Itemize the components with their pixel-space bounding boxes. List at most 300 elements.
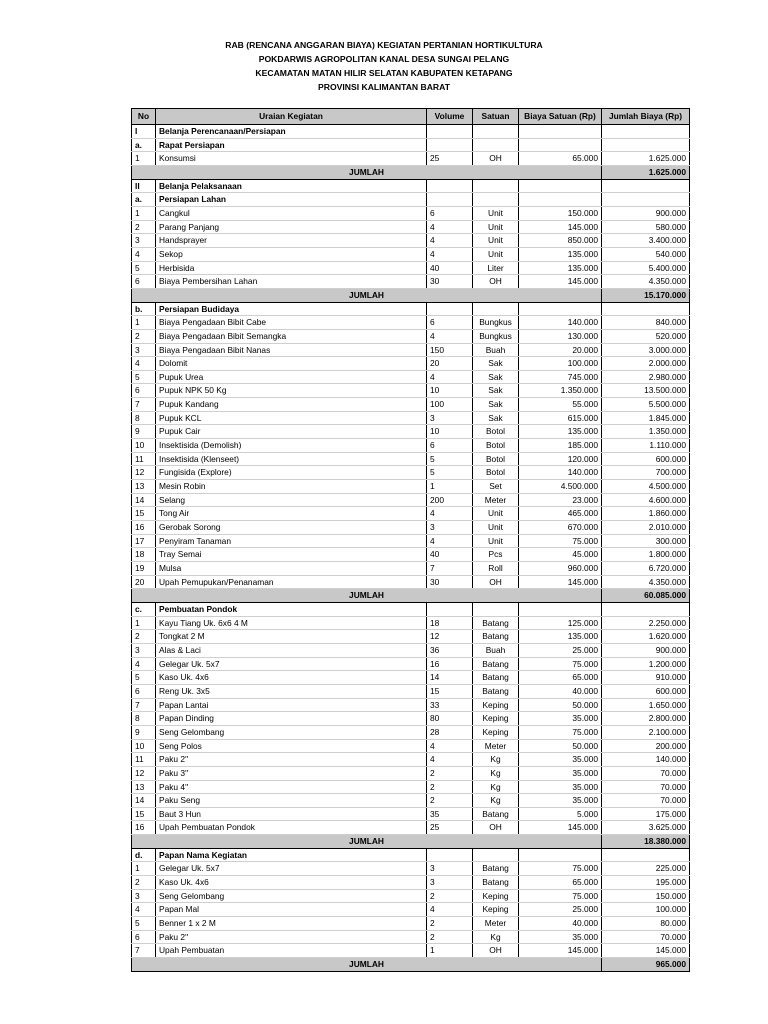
item-unit-price: 75.000 — [519, 862, 602, 876]
item-number: 20 — [132, 575, 156, 589]
item-unit-price: 135.000 — [519, 425, 602, 439]
item-description: Parang Panjang — [156, 220, 427, 234]
item-number: 13 — [132, 480, 156, 494]
item-unit-price: 75.000 — [519, 889, 602, 903]
subtotal-amount: 1.625.000 — [602, 165, 690, 179]
item-volume: 15 — [427, 684, 473, 698]
item-number: 16 — [132, 821, 156, 835]
table-row — [132, 234, 690, 248]
section-number: a. — [132, 193, 156, 207]
item-description: Tray Semai — [156, 548, 427, 562]
table-row — [132, 766, 690, 780]
item-description: Upah Pemupukan/Penanaman — [156, 575, 427, 589]
item-total: 1.200.000 — [602, 657, 690, 671]
item-total: 2.100.000 — [602, 725, 690, 739]
empty-cell — [473, 125, 519, 139]
item-unit: Sak — [473, 411, 519, 425]
item-volume: 2 — [427, 766, 473, 780]
item-volume: 4 — [427, 370, 473, 384]
empty-cell — [473, 138, 519, 152]
item-total: 145.000 — [602, 944, 690, 958]
table-row — [132, 261, 690, 275]
section-title: Pembuatan Pondok — [156, 602, 427, 616]
item-description: Selang — [156, 493, 427, 507]
header-district: KECAMATAN MATAN HILIR SELATAN KABUPATEN KETAPANG — [255, 68, 513, 78]
item-total: 840.000 — [602, 316, 690, 330]
item-unit: Roll — [473, 562, 519, 576]
table-row — [132, 671, 690, 685]
item-number: 1 — [132, 206, 156, 220]
item-volume: 200 — [427, 493, 473, 507]
item-description: Kaso Uk. 4x6 — [156, 671, 427, 685]
item-total: 1.110.000 — [602, 439, 690, 453]
item-number: 18 — [132, 548, 156, 562]
item-unit-price: 145.000 — [519, 821, 602, 835]
item-unit: Batang — [473, 616, 519, 630]
table-row — [132, 316, 690, 330]
subtotal-label: JUMLAH — [132, 288, 602, 302]
item-number: 7 — [132, 398, 156, 412]
table-row — [132, 206, 690, 220]
subtotal-row — [132, 165, 690, 179]
empty-cell — [427, 125, 473, 139]
item-unit-price: 1.350.000 — [519, 384, 602, 398]
item-description: Seng Gelombang — [156, 725, 427, 739]
item-total: 900.000 — [602, 206, 690, 220]
table-row — [132, 466, 690, 480]
item-number: 4 — [132, 357, 156, 371]
item-total: 910.000 — [602, 671, 690, 685]
item-description: Pupuk Urea — [156, 370, 427, 384]
item-volume: 40 — [427, 548, 473, 562]
item-volume: 12 — [427, 630, 473, 644]
item-unit: Batang — [473, 876, 519, 890]
table-row — [132, 657, 690, 671]
table-row — [132, 903, 690, 917]
subtotal-amount: 965.000 — [602, 958, 690, 972]
table-row — [132, 452, 690, 466]
empty-cell — [473, 302, 519, 316]
item-volume: 150 — [427, 343, 473, 357]
col-header-no: No — [132, 109, 156, 125]
item-total: 1.650.000 — [602, 698, 690, 712]
item-unit: Unit — [473, 534, 519, 548]
item-total: 70.000 — [602, 766, 690, 780]
item-number: 14 — [132, 493, 156, 507]
empty-cell — [427, 193, 473, 207]
item-unit: Bungkus — [473, 329, 519, 343]
item-volume: 28 — [427, 725, 473, 739]
table-row — [132, 384, 690, 398]
subtotal-row — [132, 958, 690, 972]
item-volume: 5 — [427, 452, 473, 466]
item-unit-price: 615.000 — [519, 411, 602, 425]
item-number: 7 — [132, 698, 156, 712]
item-unit: Keping — [473, 889, 519, 903]
item-volume: 33 — [427, 698, 473, 712]
table-row — [132, 712, 690, 726]
table-row — [132, 370, 690, 384]
table-row — [132, 930, 690, 944]
item-unit: Keping — [473, 698, 519, 712]
item-unit: Set — [473, 480, 519, 494]
item-volume: 2 — [427, 930, 473, 944]
item-unit: Liter — [473, 261, 519, 275]
subtotal-amount: 60.085.000 — [602, 589, 690, 603]
item-volume: 2 — [427, 917, 473, 931]
item-description: Tong Air — [156, 507, 427, 521]
section-number: a. — [132, 138, 156, 152]
section-row — [132, 602, 690, 616]
item-total: 1.860.000 — [602, 507, 690, 521]
item-unit-price: 40.000 — [519, 684, 602, 698]
item-number: 4 — [132, 903, 156, 917]
item-number: 8 — [132, 411, 156, 425]
section-title: Rapat Persiapan — [156, 138, 427, 152]
table-row — [132, 684, 690, 698]
item-volume: 3 — [427, 862, 473, 876]
item-unit: OH — [473, 275, 519, 289]
empty-cell — [519, 848, 602, 862]
item-volume: 1 — [427, 480, 473, 494]
item-volume: 20 — [427, 357, 473, 371]
item-volume: 2 — [427, 889, 473, 903]
subtotal-label: JUMLAH — [132, 958, 602, 972]
item-unit-price: 45.000 — [519, 548, 602, 562]
item-unit-price: 23.000 — [519, 493, 602, 507]
item-unit: Kg — [473, 753, 519, 767]
table-row — [132, 862, 690, 876]
item-total: 70.000 — [602, 780, 690, 794]
item-unit: Botol — [473, 439, 519, 453]
empty-cell — [602, 179, 690, 193]
item-description: Fungisida (Explore) — [156, 466, 427, 480]
item-unit: Unit — [473, 507, 519, 521]
budget-table — [131, 108, 690, 972]
item-number: 5 — [132, 261, 156, 275]
table-row — [132, 739, 690, 753]
item-volume: 100 — [427, 398, 473, 412]
item-total: 6.720.000 — [602, 562, 690, 576]
item-unit-price: 145.000 — [519, 944, 602, 958]
item-unit: Keping — [473, 712, 519, 726]
table-row — [132, 725, 690, 739]
item-unit: Unit — [473, 220, 519, 234]
subtotal-amount: 18.380.000 — [602, 835, 690, 849]
item-unit-price: 65.000 — [519, 876, 602, 890]
empty-cell — [519, 302, 602, 316]
item-total: 1.620.000 — [602, 630, 690, 644]
item-number: 2 — [132, 876, 156, 890]
item-volume: 2 — [427, 794, 473, 808]
item-unit: Batang — [473, 657, 519, 671]
item-total: 580.000 — [602, 220, 690, 234]
section-number: I — [132, 125, 156, 139]
item-number: 9 — [132, 425, 156, 439]
table-row — [132, 807, 690, 821]
item-total: 4.600.000 — [602, 493, 690, 507]
item-unit: Kg — [473, 780, 519, 794]
item-unit: Bungkus — [473, 316, 519, 330]
item-description: Paku 3" — [156, 766, 427, 780]
item-description: Biaya Pengadaan Bibit Semangka — [156, 329, 427, 343]
item-total: 4.500.000 — [602, 480, 690, 494]
item-unit: Meter — [473, 493, 519, 507]
item-total: 600.000 — [602, 684, 690, 698]
item-volume: 14 — [427, 671, 473, 685]
table-row — [132, 534, 690, 548]
item-total: 3.000.000 — [602, 343, 690, 357]
empty-cell — [602, 848, 690, 862]
item-number: 10 — [132, 739, 156, 753]
section-row — [132, 138, 690, 152]
table-row — [132, 398, 690, 412]
table-row — [132, 152, 690, 166]
item-description: Papan Mal — [156, 903, 427, 917]
item-total: 140.000 — [602, 753, 690, 767]
col-header-volume: Volume — [427, 109, 473, 125]
item-unit: Botol — [473, 452, 519, 466]
item-unit-price: 25.000 — [519, 903, 602, 917]
item-total: 900.000 — [602, 643, 690, 657]
table-row — [132, 780, 690, 794]
item-unit-price: 960.000 — [519, 562, 602, 576]
item-number: 13 — [132, 780, 156, 794]
table-row — [132, 698, 690, 712]
item-unit: Botol — [473, 466, 519, 480]
table-row — [132, 821, 690, 835]
item-unit: Sak — [473, 384, 519, 398]
item-unit-price: 130.000 — [519, 329, 602, 343]
item-unit-price: 140.000 — [519, 466, 602, 480]
table-row — [132, 439, 690, 453]
item-unit-price: 65.000 — [519, 671, 602, 685]
item-number: 1 — [132, 152, 156, 166]
item-volume: 10 — [427, 425, 473, 439]
item-unit: Unit — [473, 521, 519, 535]
header-title: RAB (RENCANA ANGGARAN BIAYA) KEGIATAN PERTANIAN HORTIKULTURA — [225, 40, 543, 50]
item-total: 150.000 — [602, 889, 690, 903]
item-unit: Botol — [473, 425, 519, 439]
item-description: Pupuk KCL — [156, 411, 427, 425]
item-volume: 1 — [427, 944, 473, 958]
item-description: Kaso Uk. 4x6 — [156, 876, 427, 890]
item-volume: 4 — [427, 247, 473, 261]
item-unit: Keping — [473, 725, 519, 739]
item-total: 3.625.000 — [602, 821, 690, 835]
table-row — [132, 329, 690, 343]
item-total: 70.000 — [602, 794, 690, 808]
item-unit-price: 75.000 — [519, 657, 602, 671]
item-number: 6 — [132, 684, 156, 698]
table-row — [132, 220, 690, 234]
item-volume: 4 — [427, 903, 473, 917]
item-unit: Unit — [473, 206, 519, 220]
item-unit-price: 135.000 — [519, 261, 602, 275]
col-header-unit-price: Biaya Satuan (Rp) — [519, 109, 602, 125]
item-unit: Sak — [473, 398, 519, 412]
item-description: Reng Uk. 3x5 — [156, 684, 427, 698]
empty-cell — [602, 302, 690, 316]
item-total: 1.350.000 — [602, 425, 690, 439]
subtotal-label: JUMLAH — [132, 835, 602, 849]
table-row — [132, 357, 690, 371]
item-unit-price: 100.000 — [519, 357, 602, 371]
item-number: 1 — [132, 616, 156, 630]
item-description: Insektisida (Demolish) — [156, 439, 427, 453]
item-volume: 7 — [427, 562, 473, 576]
item-volume: 4 — [427, 234, 473, 248]
empty-cell — [473, 602, 519, 616]
item-description: Kayu Tiang Uk. 6x6 4 M — [156, 616, 427, 630]
item-number: 2 — [132, 329, 156, 343]
item-number: 12 — [132, 766, 156, 780]
item-description: Tongkat 2 M — [156, 630, 427, 644]
empty-cell — [602, 193, 690, 207]
item-unit-price: 35.000 — [519, 753, 602, 767]
item-unit: Sak — [473, 370, 519, 384]
section-number: II — [132, 179, 156, 193]
document-header — [0, 38, 768, 94]
item-description: Herbisida — [156, 261, 427, 275]
item-total: 3.400.000 — [602, 234, 690, 248]
item-volume: 3 — [427, 411, 473, 425]
item-number: 3 — [132, 889, 156, 903]
item-unit-price: 35.000 — [519, 712, 602, 726]
table-header — [132, 109, 690, 125]
item-unit-price: 55.000 — [519, 398, 602, 412]
empty-cell — [519, 602, 602, 616]
item-number: 5 — [132, 671, 156, 685]
item-unit: Pcs — [473, 548, 519, 562]
item-unit: Batang — [473, 671, 519, 685]
item-volume: 4 — [427, 753, 473, 767]
item-volume: 10 — [427, 384, 473, 398]
item-unit-price: 120.000 — [519, 452, 602, 466]
item-number: 3 — [132, 643, 156, 657]
empty-cell — [473, 848, 519, 862]
item-volume: 40 — [427, 261, 473, 275]
item-description: Paku 4" — [156, 780, 427, 794]
item-number: 6 — [132, 275, 156, 289]
item-volume: 6 — [427, 316, 473, 330]
item-description: Mesin Robin — [156, 480, 427, 494]
item-unit-price: 5.000 — [519, 807, 602, 821]
item-description: Seng Gelombang — [156, 889, 427, 903]
item-unit-price: 20.000 — [519, 343, 602, 357]
item-total: 225.000 — [602, 862, 690, 876]
item-number: 14 — [132, 794, 156, 808]
item-description: Biaya Pengadaan Bibit Nanas — [156, 343, 427, 357]
item-unit-price: 35.000 — [519, 780, 602, 794]
item-total: 200.000 — [602, 739, 690, 753]
item-unit-price: 4.500.000 — [519, 480, 602, 494]
item-number: 7 — [132, 944, 156, 958]
item-unit: Kg — [473, 794, 519, 808]
table-row — [132, 507, 690, 521]
item-unit-price: 670.000 — [519, 521, 602, 535]
subtotal-row — [132, 288, 690, 302]
item-volume: 6 — [427, 439, 473, 453]
item-total: 175.000 — [602, 807, 690, 821]
item-unit-price: 25.000 — [519, 643, 602, 657]
item-number: 1 — [132, 316, 156, 330]
empty-cell — [427, 602, 473, 616]
item-description: Biaya Pengadaan Bibit Cabe — [156, 316, 427, 330]
item-total: 540.000 — [602, 247, 690, 261]
item-number: 1 — [132, 862, 156, 876]
empty-cell — [473, 193, 519, 207]
section-row — [132, 848, 690, 862]
empty-cell — [519, 138, 602, 152]
item-number: 11 — [132, 452, 156, 466]
item-total: 2.800.000 — [602, 712, 690, 726]
item-total: 1.800.000 — [602, 548, 690, 562]
item-volume: 4 — [427, 739, 473, 753]
table-row — [132, 275, 690, 289]
item-volume: 5 — [427, 466, 473, 480]
item-unit: OH — [473, 152, 519, 166]
item-volume: 25 — [427, 821, 473, 835]
item-unit: Keping — [473, 903, 519, 917]
item-unit-price: 75.000 — [519, 534, 602, 548]
item-unit-price: 145.000 — [519, 220, 602, 234]
item-unit-price: 465.000 — [519, 507, 602, 521]
item-volume: 16 — [427, 657, 473, 671]
item-unit: Unit — [473, 234, 519, 248]
item-unit-price: 75.000 — [519, 725, 602, 739]
section-number: c. — [132, 602, 156, 616]
item-description: Paku 2" — [156, 930, 427, 944]
item-total: 5.400.000 — [602, 261, 690, 275]
section-row — [132, 179, 690, 193]
item-description: Benner 1 x 2 M — [156, 917, 427, 931]
item-volume: 3 — [427, 521, 473, 535]
item-unit-price: 745.000 — [519, 370, 602, 384]
table-row — [132, 521, 690, 535]
item-volume: 4 — [427, 507, 473, 521]
item-number: 4 — [132, 247, 156, 261]
table-row — [132, 575, 690, 589]
empty-cell — [427, 302, 473, 316]
table-row — [132, 616, 690, 630]
item-unit: Meter — [473, 739, 519, 753]
item-description: Gerobak Sorong — [156, 521, 427, 535]
item-unit: OH — [473, 821, 519, 835]
item-total: 2.000.000 — [602, 357, 690, 371]
empty-cell — [473, 179, 519, 193]
col-header-unit: Satuan — [473, 109, 519, 125]
item-volume: 3 — [427, 876, 473, 890]
item-description: Pupuk Kandang — [156, 398, 427, 412]
table-row — [132, 562, 690, 576]
item-volume: 30 — [427, 575, 473, 589]
item-unit-price: 145.000 — [519, 275, 602, 289]
item-number: 9 — [132, 725, 156, 739]
item-description: Seng Polos — [156, 739, 427, 753]
item-description: Dolomit — [156, 357, 427, 371]
item-number: 15 — [132, 507, 156, 521]
item-total: 100.000 — [602, 903, 690, 917]
item-unit-price: 65.000 — [519, 152, 602, 166]
item-volume: 4 — [427, 534, 473, 548]
table-row — [132, 753, 690, 767]
table-row — [132, 876, 690, 890]
section-number: d. — [132, 848, 156, 862]
empty-cell — [427, 848, 473, 862]
item-total: 4.350.000 — [602, 575, 690, 589]
item-number: 2 — [132, 220, 156, 234]
